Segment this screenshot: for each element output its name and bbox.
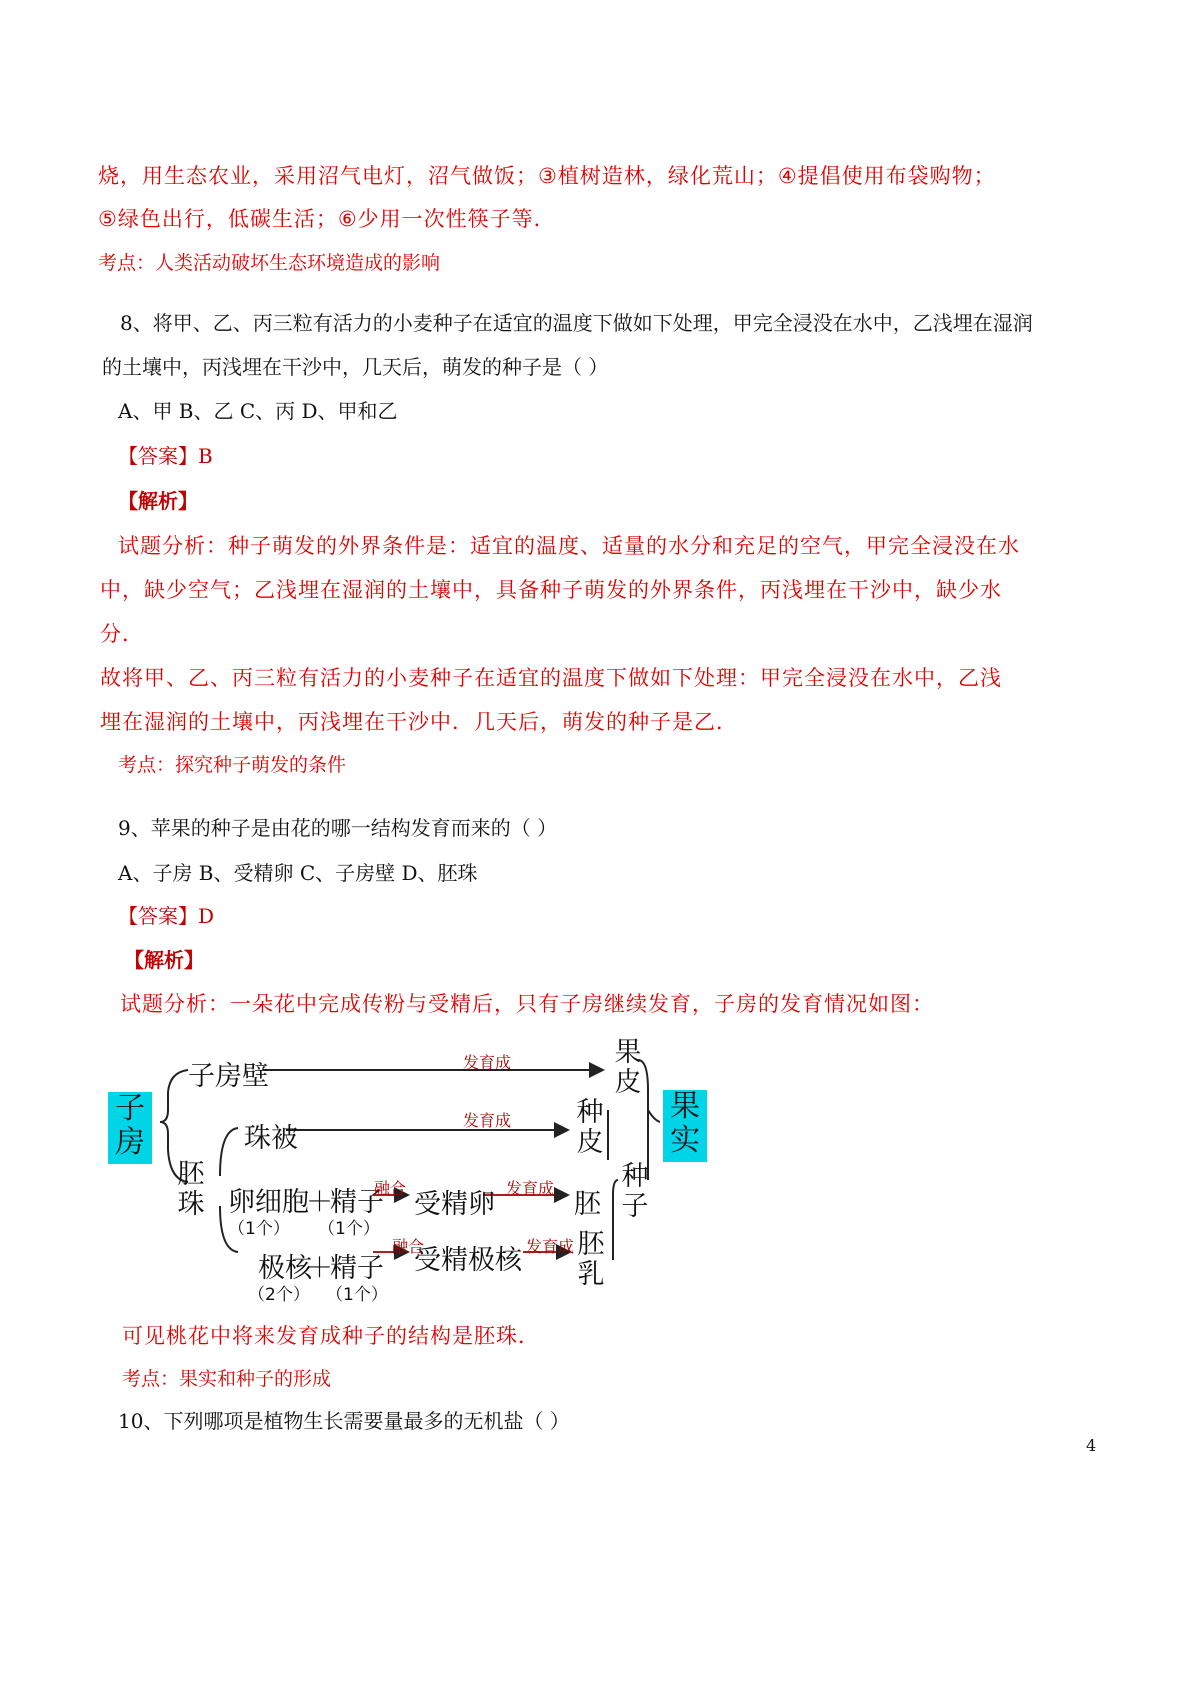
fruit-label: 果实 (670, 1089, 700, 1158)
page-number: 4 (1086, 1436, 1097, 1455)
top-kaodian: 考点：人类活动破坏生态环境造成的影响 (98, 252, 441, 274)
q8-analysis-line-4: 故将甲、乙、丙三粒有活力的小麦种子在适宜的温度下做如下处理：甲完全浸没在水中，乙浅 (100, 666, 1002, 690)
q8-analysis-line-5: 埋在湿润的土壤中，丙浅埋在干沙中．几天后，萌发的种子是乙． (100, 710, 738, 734)
ovary-wall-label: 子房壁 (188, 1061, 269, 1092)
q9-stem: 9、苹果的种子是由花的哪一结构发育而来的（ ） (118, 816, 558, 840)
develop-label-2: 发育成 (463, 1111, 512, 1130)
q8-kaodian: 考点：探究种子萌发的条件 (118, 754, 347, 776)
q8-options: A、甲 B、乙 C、丙 D、甲和乙 (118, 399, 398, 423)
fruit-box (663, 1090, 707, 1162)
q9-options: A、子房 B、受精卵 C、子房壁 D、胚珠 (118, 861, 478, 885)
seed-label: 种子 (621, 1161, 649, 1222)
ovary-box (108, 1092, 152, 1164)
fuse-label-2: 融合 (392, 1237, 425, 1256)
polar-nuclei-label: 极核 (258, 1253, 312, 1284)
plus-2: ＋ (306, 1253, 333, 1284)
q8-jiexi-heading: 【解析】 (118, 489, 198, 513)
integument-label: 珠被 (244, 1123, 298, 1154)
embryo-label: 胚 (574, 1189, 601, 1220)
q9-jiexi-heading: 【解析】 (124, 948, 204, 972)
q9-conclusion: 可见桃花中将来发育成种子的结构是胚珠． (122, 1324, 540, 1348)
polar-count: （2个） (248, 1285, 310, 1305)
seed-coat-label: 种皮 (576, 1097, 604, 1158)
top-analysis-line-1: 烧，用生态农业，采用沼气电灯，沼气做饭；③植树造林，绿化荒山；④提倡使用布袋购物； (98, 164, 996, 188)
develop-label-1: 发育成 (463, 1053, 512, 1072)
q8-answer: 【答案】B (118, 444, 213, 468)
q9-kaodian: 考点：果实和种子的形成 (122, 1368, 332, 1390)
q8-analysis-line-2: 中，缺少空气；乙浅埋在湿润的土壤中，具备种子萌发的外界条件，丙浅埋在干沙中，缺少水 (100, 578, 1002, 602)
sperm-count-1: （1个） (318, 1219, 380, 1239)
fertilized-polar-label: 受精极核 (414, 1245, 522, 1276)
endosperm-label: 胚乳 (577, 1229, 605, 1290)
top-analysis-line-2: ⑤绿色出行，低碳生活；⑥少用一次性筷子等． (98, 207, 556, 231)
fertilized-egg-label: 受精卵 (414, 1189, 495, 1220)
plus-1: ＋ (306, 1187, 333, 1218)
q10-stem: 10、下列哪项是植物生长需要量最多的无机盐（ ） (118, 1409, 570, 1433)
pericarp-label: 果皮 (614, 1037, 642, 1098)
sperm-label-1: 精子 (330, 1187, 384, 1218)
q9-analysis-line-1: 试题分析：一朵花中完成传粉与受精后，只有子房继续发育，子房的发育情况如图： (120, 992, 934, 1016)
fuse-label-1: 融合 (374, 1179, 407, 1198)
sperm-label-2: 精子 (330, 1253, 384, 1284)
q8-analysis-line-1: 试题分析：种子萌发的外界条件是：适宜的温度、适量的水分和充足的空气，甲完全浸没在水 (118, 534, 1020, 558)
ovary-development-diagram (108, 1030, 748, 1330)
develop-label-3: 发育成 (506, 1179, 555, 1198)
egg-count: （1个） (228, 1219, 290, 1239)
q9-answer: 【答案】D (118, 904, 215, 928)
q8-stem-line-1: 8、将甲、乙、丙三粒有活力的小麦种子在适宜的温度下做如下处理，甲完全浸没在水中，乙浅埋在湿润 (120, 311, 1033, 335)
ovule-label: 胚珠 (177, 1159, 205, 1220)
develop-label-4: 发育成 (526, 1237, 575, 1256)
egg-cell-label: 卵细胞 (228, 1187, 309, 1218)
ovary-label: 子房 (115, 1091, 145, 1160)
q8-analysis-line-3: 分． (100, 622, 144, 646)
q8-stem-line-2: 的土壤中，丙浅埋在干沙中，几天后，萌发的种子是（ ） (102, 355, 609, 379)
sperm-count-2: （1个） (326, 1285, 388, 1305)
